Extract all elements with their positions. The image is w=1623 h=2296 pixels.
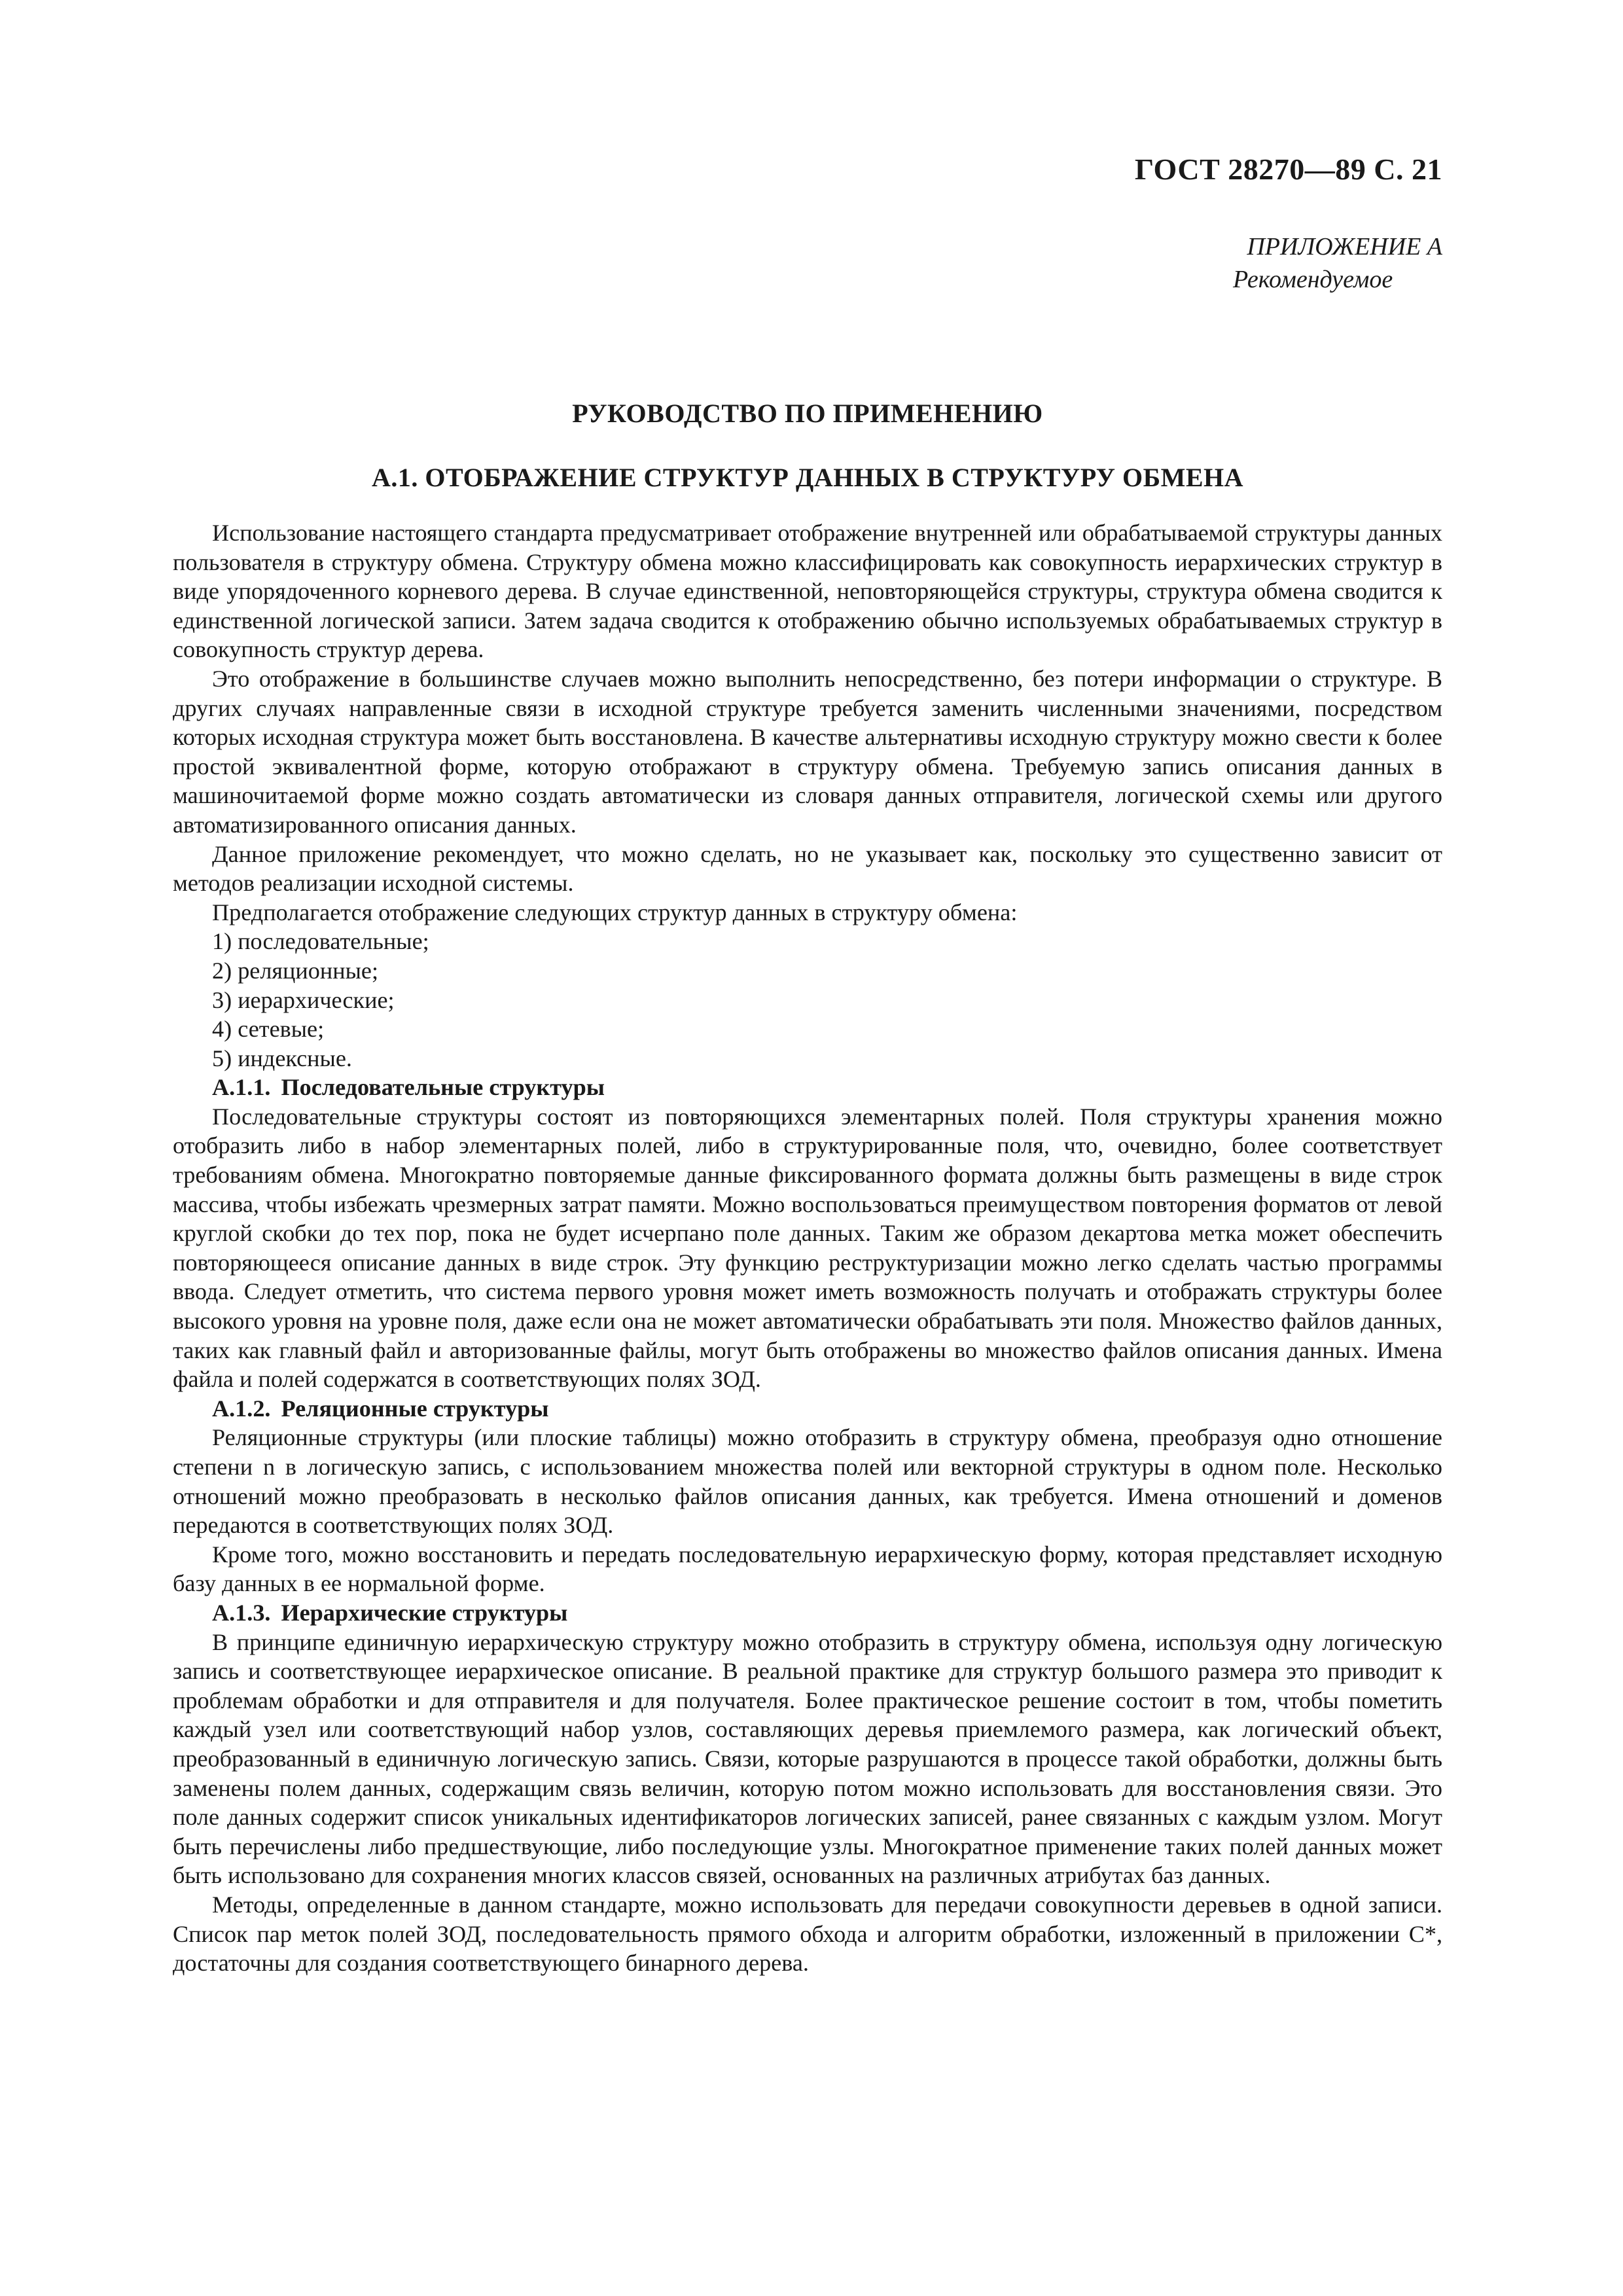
paragraph: Методы, определенные в данном стандарте, можно использовать для передачи совокупности деревьев в одной записи. Список пар меток полей ЗОД, последовательность прямого обхода и алгоритм обработки, изложенный в приложении С*, достаточны для создания соответствующего бинарного дерева. bbox=[173, 1891, 1442, 1977]
paragraph: Реляционные структуры (или плоские таблицы) можно отобразить в структуру обмена, преобразуя одно отношение степени n в логическую запись, с использованием множества полей или векторной структуры в одном поле. Несколько отношений можно преобразовать в несколько файлов описания данных, как требуется. Имена отношений и доменов передаются в соответствующих полях ЗОД. bbox=[173, 1424, 1442, 1539]
subsection-number: А.1.3. bbox=[212, 1599, 271, 1626]
page-title: РУКОВОДСТВО ПО ПРИМЕНЕНИЮ bbox=[572, 399, 1043, 428]
list-item: 4) сетевые; bbox=[212, 1016, 325, 1043]
paragraph: В принципе единичную иерархическую структуру можно отобразить в структуру обмена, используя одну логическую запись и соответствующее иерархическое описание. В реальной практике для структур большого размера это приводит к проблемам обработки и для отправителя и для получателя. Более практическое решение состоит в том, чтобы пометить каждый узел или соответствующий набор узлов, составляющих деревья приемлемого размера, как логический объект, преобразованный в единичную логическую запись. Связи, которые разрушаются в процессе такой обработки, должны быть заменены полем данных, содержащим связь величин, которую потом можно использовать для восстановления связи. Это поле данных содержит список уникальных идентификаторов логических записей, ранее связанных с каждым узлом. Могут быть перечислены либо предшествующие, либо последующие узлы. Многократное применение таких полей данных может быть использовано для сохранения многих классов связей, основанных на различных атрибутах баз данных. bbox=[173, 1628, 1442, 1889]
appendix-label: ПРИЛОЖЕНИЕ А bbox=[1247, 233, 1442, 260]
subsection-heading bbox=[173, 1073, 1442, 1102]
paragraph: Кроме того, можно восстановить и передать последовательную иерархическую форму, которая представляет исходную базу данных в ее нормальной форме. bbox=[173, 1541, 1442, 1597]
body-text bbox=[173, 518, 1442, 1978]
list-item: 5) индексные. bbox=[212, 1045, 352, 1071]
list-item: 2) реляционные; bbox=[212, 957, 379, 984]
subsection-heading bbox=[173, 1598, 1442, 1628]
paragraph: Данное приложение рекомендует, что можно сделать, но не указывает как, поскольку это существенно зависит от методов реализации исходной системы. bbox=[173, 840, 1442, 897]
subsection-title: Последовательные структуры bbox=[281, 1074, 605, 1101]
paragraph: Последовательные структуры состоят из повторяющихся элементарных полей. Поля структуры хранения можно отобразить либо в набор элементарных полей, либо в структурированные поля, что, очевидно, более соответствует требованиям обмена. Многократно повторяемые данные фиксированного формата должны быть размещены в виде строк массива, чтобы избежать чрезмерных затрат памяти. Можно воспользоваться преимуществом повторения форматов от левой круглой скобки до тех пор, пока не будет исчерпано поле данных. Таким же образом декартова метка может обеспечить повторяющееся описание данных в виде строк. Эту функцию реструктуризации можно легко сделать частью программы ввода. Следует отметить, что система первого уровня может иметь возможность получать и отображать структуры более высокого уровня на уровне поля, даже если она не может автоматически обрабатывать эти поля. Множество файлов данных, таких как главный файл и авторизованные файлы, могут быть отображены во множество файлов описания данных. Имена файла и полей содержатся в соответствующих полях ЗОД. bbox=[173, 1103, 1442, 1393]
list-item: 1) последовательные; bbox=[212, 928, 429, 955]
subsection-number: А.1.1. bbox=[212, 1074, 271, 1101]
appendix-label-block bbox=[1220, 230, 1442, 296]
subsection-heading bbox=[173, 1394, 1442, 1424]
paragraph: Предполагается отображение следующих структур данных в структуру обмена: bbox=[212, 899, 1018, 925]
subsection-title: Реляционные структуры bbox=[281, 1395, 549, 1422]
section-title: А.1. ОТОБРАЖЕНИЕ СТРУКТУР ДАННЫХ В СТРУКТУРУ ОБМЕНА bbox=[371, 463, 1244, 492]
appendix-status: Рекомендуемое bbox=[1233, 266, 1393, 293]
document-id-header: ГОСТ 28270—89 С. 21 bbox=[1134, 152, 1442, 186]
list-item: 3) иерархические; bbox=[212, 986, 395, 1013]
subsection-title: Иерархические структуры bbox=[281, 1599, 568, 1626]
document-page bbox=[173, 0, 1442, 2296]
paragraph: Это отображение в большинстве случаев можно выполнить непосредственно, без потери информации о структуре. В других случаях направленные связи в исходной структуре требуется заменить численными значениями, посредством которых исходная структура может быть восстановлена. В качестве альтернативы исходную структуру можно свести к более простой эквивалентной форме, которую отображают в структуру обмена. Требуемую запись описания данных в машиночитаемой форме можно создать автоматически из словаря данных отправителя, логической схемы или другого автоматизированного описания данных. bbox=[173, 665, 1442, 838]
paragraph: Использование настоящего стандарта предусматривает отображение внутренней или обрабатываемой структуры данных пользователя в структуру обмена. Структуру обмена можно классифицировать как совокупность иерархических структур в виде упорядоченного корневого дерева. В случае единственной, неповторяющейся структуры, структура обмена сводится к единственной логической записи. Затем задача сводится к отображению обычно используемых обрабатываемых структур в совокупность структур дерева. bbox=[173, 520, 1442, 663]
subsection-number: А.1.2. bbox=[212, 1395, 271, 1422]
